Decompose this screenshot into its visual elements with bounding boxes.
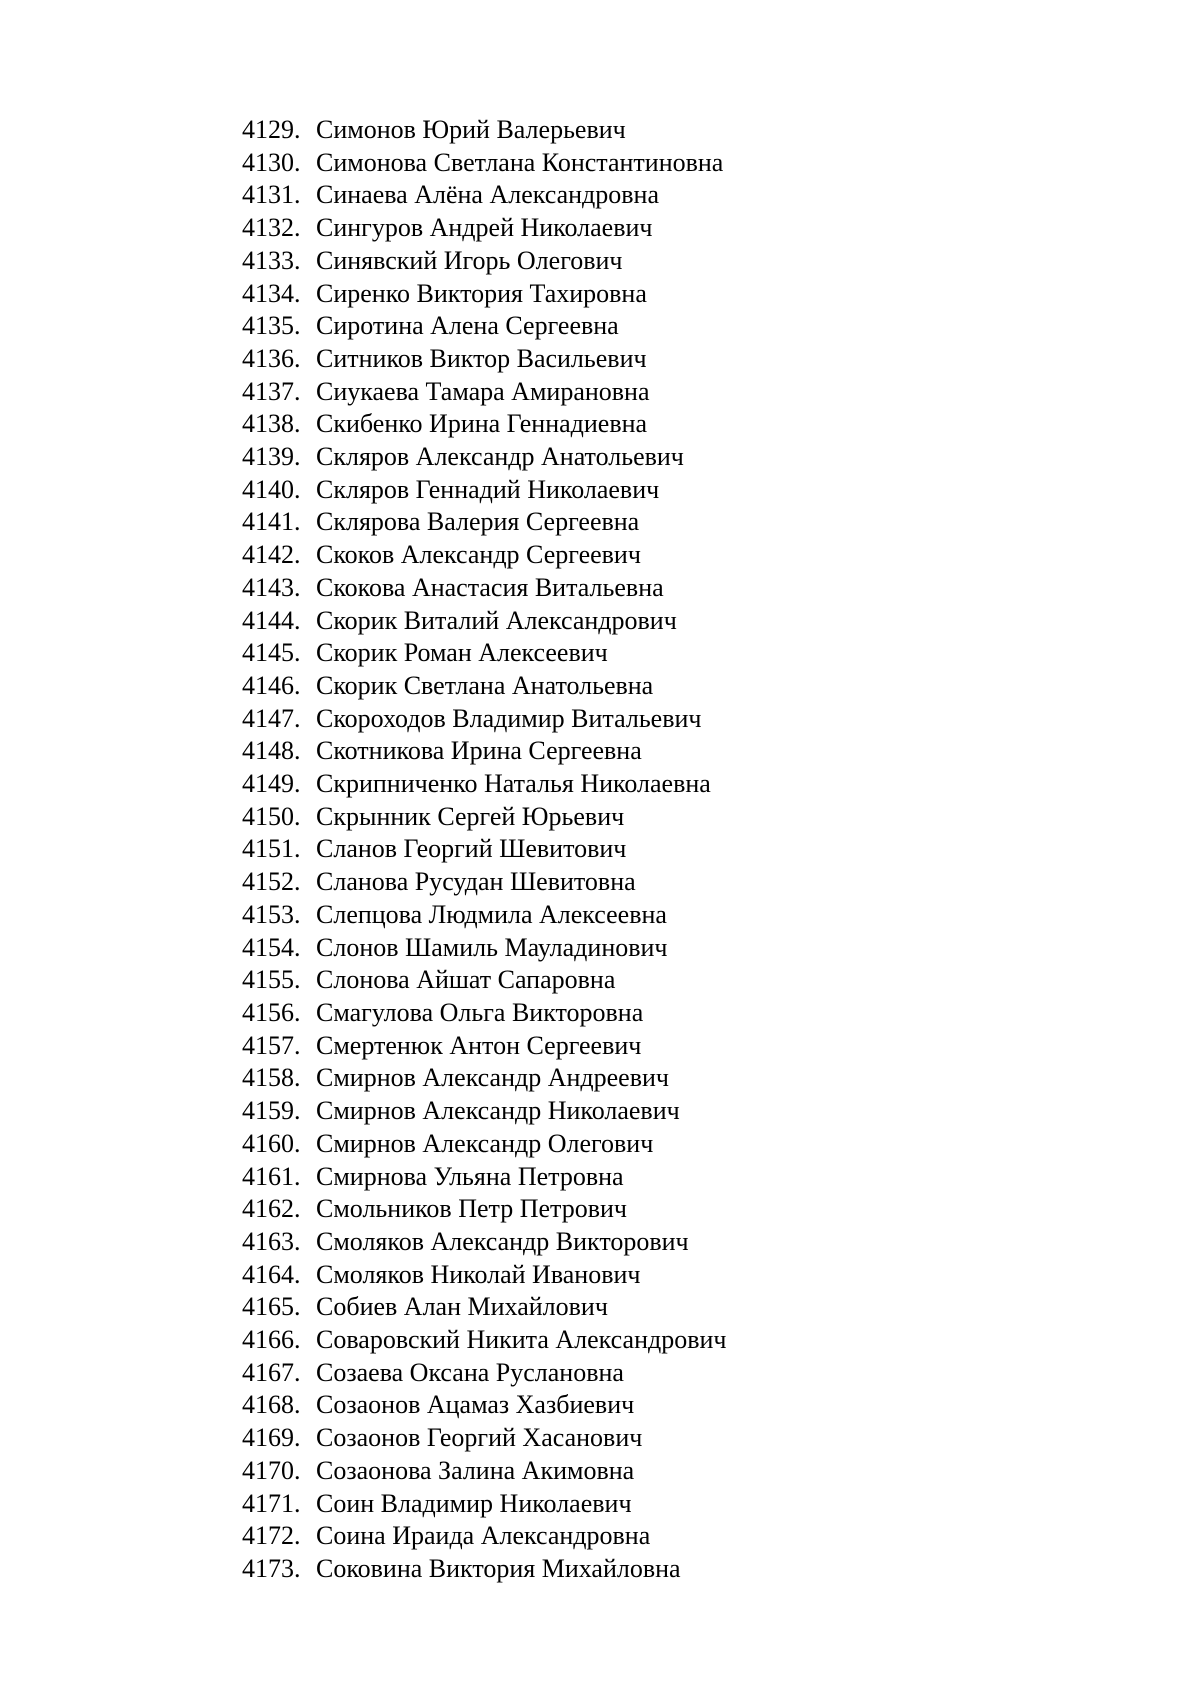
entry-number: 4148.: [242, 736, 301, 766]
entry-full-name: Склярова Валерия Сергеевна: [316, 507, 640, 537]
entry-number: 4144.: [242, 605, 301, 635]
entry-number: 4172.: [242, 1521, 301, 1551]
entry-full-name: Сланова Русудан Шевитовна: [316, 867, 636, 897]
list-item: [242, 997, 726, 1030]
entry-number: 4158.: [242, 1063, 301, 1093]
entry-number: 4159.: [242, 1096, 301, 1126]
list-item: [242, 343, 726, 376]
entry-number: 4155.: [242, 965, 301, 995]
entry-full-name: Смольников Петр Петрович: [316, 1194, 627, 1224]
list-item: [242, 1520, 726, 1553]
entry-number: 4170.: [242, 1455, 301, 1485]
entry-full-name: Сиренко Виктория Тахировна: [316, 278, 647, 308]
entry-full-name: Сиротина Алена Сергеевна: [316, 311, 619, 341]
entry-number: 4167.: [242, 1357, 301, 1387]
entry-number: 4146.: [242, 670, 301, 700]
entry-number: 4163.: [242, 1226, 301, 1256]
entry-number: 4143.: [242, 572, 301, 602]
list-item: [242, 964, 726, 997]
list-item: [242, 179, 726, 212]
entry-number: 4142.: [242, 540, 301, 570]
list-item: [242, 637, 726, 670]
list-item: [242, 1553, 726, 1586]
entry-number: 4138.: [242, 409, 301, 439]
entry-full-name: Скляров Александр Анатольевич: [316, 442, 684, 472]
list-item: [242, 474, 726, 507]
entry-number: 4147.: [242, 703, 301, 733]
list-item: [242, 866, 726, 899]
list-item: [242, 605, 726, 638]
entry-full-name: Скорик Виталий Александрович: [316, 605, 677, 635]
entry-full-name: Созаонова Залина Акимовна: [316, 1455, 635, 1485]
entry-number: 4153.: [242, 899, 301, 929]
entry-number: 4136.: [242, 343, 301, 373]
entry-number: 4129.: [242, 115, 301, 144]
entry-full-name: Смирнов Александр Николаевич: [316, 1096, 680, 1126]
entry-number: 4169.: [242, 1423, 301, 1453]
list-item: [242, 1488, 726, 1521]
list-item: [242, 245, 726, 278]
entry-full-name: Соина Ираида Александровна: [316, 1521, 651, 1551]
list-item: [242, 1291, 726, 1324]
list-item: [242, 408, 726, 441]
list-item: [242, 1455, 726, 1488]
entry-full-name: Скотникова Ирина Сергеевна: [316, 736, 642, 766]
entry-full-name: Скорик Светлана Анатольевна: [316, 670, 654, 700]
entry-full-name: Скороходов Владимир Витальевич: [316, 703, 702, 733]
list-item: [242, 147, 726, 180]
list-item: [242, 1128, 726, 1161]
entry-number: 4149.: [242, 769, 301, 799]
list-item: [242, 1259, 726, 1292]
entry-full-name: Скляров Геннадий Николаевич: [316, 474, 660, 504]
entry-number: 4152.: [242, 867, 301, 897]
entry-number: 4131.: [242, 180, 301, 210]
entry-full-name: Скоков Александр Сергеевич: [316, 540, 641, 570]
entry-number: 4140.: [242, 474, 301, 504]
entry-number: 4165.: [242, 1292, 301, 1322]
list-item: [242, 278, 726, 311]
list-item: [242, 1226, 726, 1259]
entry-full-name: Соин Владимир Николаевич: [316, 1488, 632, 1518]
entry-number: 4156.: [242, 997, 301, 1027]
entry-full-name: Смоляков Александр Викторович: [316, 1226, 689, 1256]
entry-number: 4130.: [242, 147, 301, 177]
list-item: [242, 1193, 726, 1226]
entry-number: 4166.: [242, 1325, 301, 1355]
entry-full-name: Смертенюк Антон Сергеевич: [316, 1030, 642, 1060]
list-item: [242, 801, 726, 834]
list-item: [242, 932, 726, 965]
entry-full-name: Смирнов Александр Олегович: [316, 1128, 654, 1158]
entry-full-name: Смагулова Ольга Викторовна: [316, 997, 644, 1027]
entry-full-name: Созаева Оксана Руслановна: [316, 1357, 624, 1387]
list-item: [242, 572, 726, 605]
entry-full-name: Смирнов Александр Андреевич: [316, 1063, 669, 1093]
list-item: [242, 114, 726, 147]
entry-full-name: Симонов Юрий Валерьевич: [316, 115, 626, 144]
list-item: [242, 703, 726, 736]
entry-full-name: Сиукаева Тамара Амирановна: [316, 376, 650, 406]
entry-full-name: Скибенко Ирина Геннадиевна: [316, 409, 648, 439]
entry-full-name: Слонова Айшат Сапаровна: [316, 965, 616, 995]
list-item: [242, 1357, 726, 1390]
entry-full-name: Скрынник Сергей Юрьевич: [316, 801, 625, 831]
list-item: [242, 768, 726, 801]
entry-full-name: Слепцова Людмила Алексеевна: [316, 899, 667, 929]
list-item: [242, 212, 726, 245]
entry-full-name: Соковина Виктория Михайловна: [316, 1553, 681, 1583]
entry-full-name: Созаонов Георгий Хасанович: [316, 1423, 643, 1453]
entry-full-name: Симонова Светлана Константиновна: [316, 147, 724, 177]
entry-number: 4160.: [242, 1128, 301, 1158]
entry-number: 4154.: [242, 932, 301, 962]
entry-number: 4134.: [242, 278, 301, 308]
entry-number: 4132.: [242, 213, 301, 243]
entry-full-name: Ситников Виктор Васильевич: [316, 343, 647, 373]
list-item: [242, 310, 726, 343]
entry-number: 4151.: [242, 834, 301, 864]
entry-full-name: Скрипниченко Наталья Николаевна: [316, 769, 711, 799]
list-item: [242, 441, 726, 474]
list-item: [242, 1030, 726, 1063]
entry-number: 4145.: [242, 638, 301, 668]
entry-full-name: Смирнова Ульяна Петровна: [316, 1161, 624, 1191]
entry-number: 4164.: [242, 1259, 301, 1289]
list-item: [242, 376, 726, 409]
list-item: [242, 1389, 726, 1422]
list-item: [242, 1095, 726, 1128]
entry-full-name: Синаева Алёна Александровна: [316, 180, 660, 210]
entry-number: 4137.: [242, 376, 301, 406]
name-list: [242, 114, 726, 1586]
entry-full-name: Синявский Игорь Олегович: [316, 245, 623, 275]
list-item: [242, 670, 726, 703]
list-item: [242, 506, 726, 539]
entry-full-name: Созаонов Ацамаз Хазбиевич: [316, 1390, 635, 1420]
entry-full-name: Соваровский Никита Александрович: [316, 1325, 727, 1355]
entry-number: 4161.: [242, 1161, 301, 1191]
entry-full-name: Сингуров Андрей Николаевич: [316, 213, 653, 243]
list-item: [242, 1062, 726, 1095]
list-item: [242, 1422, 726, 1455]
entry-number: 4173.: [242, 1553, 301, 1583]
list-item: [242, 735, 726, 768]
entry-number: 4168.: [242, 1390, 301, 1420]
entry-number: 4135.: [242, 311, 301, 341]
list-item: [242, 899, 726, 932]
list-item: [242, 539, 726, 572]
entry-number: 4133.: [242, 245, 301, 275]
list-item: [242, 1324, 726, 1357]
entry-full-name: Скорик Роман Алексеевич: [316, 638, 608, 668]
entry-number: 4139.: [242, 442, 301, 472]
entry-full-name: Сланов Георгий Шевитович: [316, 834, 627, 864]
list-item: [242, 1161, 726, 1194]
entry-number: 4162.: [242, 1194, 301, 1224]
entry-full-name: Скокова Анастасия Витальевна: [316, 572, 664, 602]
entry-number: 4157.: [242, 1030, 301, 1060]
list-item: [242, 833, 726, 866]
entry-full-name: Собиев Алан Михайлович: [316, 1292, 608, 1322]
entry-number: 4141.: [242, 507, 301, 537]
entry-number: 4150.: [242, 801, 301, 831]
entry-number: 4171.: [242, 1488, 301, 1518]
entry-full-name: Смоляков Николай Иванович: [316, 1259, 641, 1289]
entry-full-name: Слонов Шамиль Мауладинович: [316, 932, 668, 962]
